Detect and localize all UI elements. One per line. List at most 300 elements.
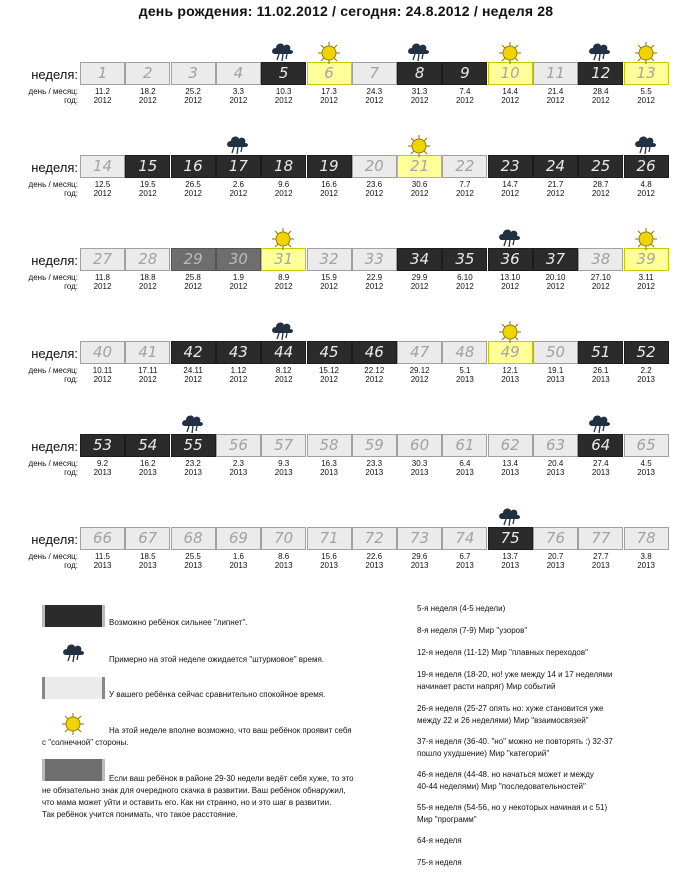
sun-icon	[498, 41, 522, 63]
week-year: 2012	[320, 96, 338, 105]
sun-icon	[498, 320, 522, 342]
week-cell: 2	[125, 62, 170, 85]
week-date: 19.5	[140, 180, 156, 189]
week-cell: 1	[80, 62, 125, 85]
week-cell: 3	[171, 62, 216, 85]
week-year: 2013	[637, 468, 655, 477]
week-date: 7.7	[459, 180, 471, 189]
daymonth-label: день / месяц:	[28, 366, 78, 375]
week-cell: 40	[80, 341, 125, 364]
week-cell: 33	[352, 248, 397, 271]
week-date: 28.4	[593, 87, 609, 96]
week-date: 11.5	[95, 552, 110, 561]
week-date: 14.7	[502, 180, 518, 189]
week-year: 2012	[410, 189, 429, 198]
week-date: 11.8	[95, 273, 110, 282]
week-date: 11.2	[95, 87, 110, 96]
week-cell: 68	[171, 527, 216, 550]
week-year: 2012	[410, 282, 429, 291]
week-year: 2012	[455, 282, 474, 291]
week-year: 2012	[591, 282, 610, 291]
week-cell: 34	[397, 248, 442, 271]
week-date: 1.9	[232, 273, 244, 282]
week-year: 2012	[591, 189, 610, 198]
note-item: 46-я неделя (44-48. но начаться может и между 40-44 неделями) Мир "последовательностей"	[417, 770, 594, 791]
legend-gray-text-1: Если ваш ребёнок в районе 29-30 недели ведёт себя хуже, то это	[109, 774, 354, 783]
week-year: 2012	[184, 189, 202, 198]
week-date: 31.3	[411, 87, 428, 96]
week-date: 16.2	[140, 459, 156, 468]
week-cell: 67	[125, 527, 170, 550]
week-year: 2013	[410, 561, 429, 570]
week-year: 2012	[229, 375, 248, 384]
week-date: 19.1	[547, 366, 564, 375]
note-item: 75-я неделя	[417, 858, 462, 867]
week-cell: 63	[533, 434, 578, 457]
legend-gray-text-4: Так ребёнок учится понимать, что такое расстояние.	[42, 810, 238, 819]
week-year: 2012	[229, 96, 248, 105]
week-cell: 51	[578, 341, 623, 364]
week-date: 25.8	[185, 273, 201, 282]
week-date: 1.12	[230, 366, 247, 375]
week-cell: 49	[488, 341, 533, 364]
week-cell: 12	[578, 62, 623, 85]
week-year: 2013	[455, 375, 474, 384]
week-year: 2012	[274, 375, 293, 384]
week-date: 27.7	[593, 552, 609, 561]
note-item: 64-я неделя	[417, 836, 462, 845]
week-label: неделя:	[31, 532, 78, 547]
week-year: 2013	[501, 468, 520, 477]
week-date: 10.3	[275, 87, 292, 96]
week-year: 2012	[93, 282, 112, 291]
week-year: 2012	[184, 282, 202, 291]
week-year: 2013	[229, 468, 248, 477]
week-year: 2013	[138, 561, 157, 570]
week-cell: 6	[307, 62, 352, 85]
daymonth-label: день / месяц:	[28, 87, 78, 96]
week-date: 30.6	[411, 180, 428, 189]
week-date: 17.3	[321, 87, 337, 96]
week-date: 4.8	[640, 180, 652, 189]
week-date: 22.9	[366, 273, 383, 282]
week-date: 3.11	[638, 273, 654, 282]
week-date: 5.5	[640, 87, 652, 96]
week-year: 2013	[637, 561, 655, 570]
week-cell: 9	[442, 62, 487, 85]
week-date: 14.4	[502, 87, 518, 96]
week-cell: 30	[216, 248, 261, 271]
week-year: 2013	[501, 561, 520, 570]
week-row	[0, 323, 692, 393]
week-cell: 26	[624, 155, 669, 178]
legend-sun-icon	[61, 712, 85, 736]
week-row	[0, 416, 692, 486]
week-date: 23.6	[366, 180, 383, 189]
week-date: 5.1	[459, 366, 471, 375]
week-year: 2013	[229, 561, 248, 570]
week-date: 18.8	[140, 273, 156, 282]
week-date: 7.4	[459, 87, 471, 96]
week-date: 2.6	[232, 180, 244, 189]
week-date: 25.2	[185, 87, 201, 96]
week-cell: 4	[216, 62, 261, 85]
week-cell: 31	[261, 248, 306, 271]
week-cell: 10	[488, 62, 533, 85]
week-cell: 66	[80, 527, 125, 550]
week-cell: 59	[352, 434, 397, 457]
daymonth-label: день / месяц:	[28, 180, 78, 189]
week-year: 2012	[320, 189, 338, 198]
note-item: 5-я неделя (4-5 недели)	[417, 604, 506, 613]
storm-cloud-icon	[271, 41, 295, 63]
page-title: день рождения: 11.02.2012 / сегодня: 24.8.2012 / неделя 28	[138, 3, 554, 19]
week-date: 3.8	[640, 552, 652, 561]
week-cell: 70	[261, 527, 306, 550]
week-date: 15.9	[321, 273, 337, 282]
week-date: 26.5	[185, 180, 201, 189]
week-year: 2012	[501, 96, 520, 105]
week-year: 2013	[274, 468, 293, 477]
week-cell: 28	[125, 248, 170, 271]
week-cell: 44	[261, 341, 306, 364]
week-date: 6.10	[457, 273, 473, 282]
week-year: 2013	[410, 468, 429, 477]
week-cell: 35	[442, 248, 487, 271]
legend-gray-text-3: что мама может уйти и оставить его. Как ни странно, но и это шаг в развитии.	[42, 798, 332, 807]
week-date: 22.6	[366, 552, 383, 561]
week-date: 13.7	[502, 552, 518, 561]
week-date: 8.6	[278, 552, 290, 561]
week-year: 2012	[93, 189, 112, 198]
year-label: год:	[64, 96, 78, 105]
week-year: 2012	[546, 96, 565, 105]
week-cell: 58	[307, 434, 352, 457]
year-label: год:	[64, 282, 78, 291]
week-year: 2012	[410, 375, 429, 384]
week-cell: 76	[533, 527, 578, 550]
week-cell: 5	[261, 62, 306, 85]
storm-cloud-icon	[588, 41, 612, 63]
week-year: 2013	[138, 468, 157, 477]
week-year: 2012	[637, 282, 655, 291]
week-date: 30.3	[411, 459, 428, 468]
week-year: 2012	[365, 282, 384, 291]
week-year: 2013	[93, 468, 112, 477]
note-item: 12-я неделя (11-12) Мир "плавных переходов"	[417, 648, 588, 657]
week-year: 2012	[320, 282, 338, 291]
week-date: 9.3	[278, 459, 290, 468]
week-cell: 20	[352, 155, 397, 178]
week-year: 2012	[410, 96, 429, 105]
week-date: 16.3	[321, 459, 337, 468]
week-cell: 65	[624, 434, 669, 457]
week-cell: 19	[307, 155, 352, 178]
storm-cloud-icon	[181, 413, 205, 435]
sun-icon	[317, 41, 341, 63]
legend-sun-text-2: с "солнечной" стороны.	[42, 738, 129, 747]
week-cell: 11	[533, 62, 578, 85]
week-year: 2012	[138, 375, 157, 384]
week-cell: 37	[533, 248, 578, 271]
week-year: 2012	[501, 189, 520, 198]
week-label: неделя:	[31, 67, 78, 82]
week-date: 6.7	[459, 552, 471, 561]
storm-cloud-icon	[588, 413, 612, 435]
week-date: 12.1	[502, 366, 518, 375]
week-cell: 69	[216, 527, 261, 550]
week-year: 2012	[274, 96, 293, 105]
week-cell: 8	[397, 62, 442, 85]
week-year: 2013	[93, 561, 112, 570]
week-cell: 53	[80, 434, 125, 457]
week-cell: 21	[397, 155, 442, 178]
week-date: 26.1	[593, 366, 609, 375]
week-date: 3.3	[232, 87, 244, 96]
week-date: 13.10	[500, 273, 521, 282]
week-year: 2013	[546, 468, 565, 477]
week-cell: 55	[171, 434, 216, 457]
week-cell: 72	[352, 527, 397, 550]
storm-cloud-icon	[498, 506, 522, 528]
week-cell: 77	[578, 527, 623, 550]
week-label: неделя:	[31, 160, 78, 175]
week-date: 17.11	[138, 366, 158, 375]
week-cell: 62	[488, 434, 533, 457]
week-cell: 48	[442, 341, 487, 364]
week-row	[0, 230, 692, 300]
week-year: 2012	[591, 96, 610, 105]
week-date: 20.7	[547, 552, 564, 561]
week-cell: 73	[397, 527, 442, 550]
legend-light-swatch	[42, 677, 105, 699]
week-cell: 52	[624, 341, 669, 364]
week-cell: 57	[261, 434, 306, 457]
week-cell: 29	[171, 248, 216, 271]
week-cell: 25	[578, 155, 623, 178]
week-cell: 50	[533, 341, 578, 364]
week-year: 2013	[501, 375, 520, 384]
week-date: 21.7	[547, 180, 564, 189]
week-year: 2013	[591, 375, 610, 384]
year-label: год:	[64, 561, 78, 570]
week-cell: 43	[216, 341, 261, 364]
week-date: 20.10	[545, 273, 566, 282]
week-date: 29.12	[409, 366, 430, 375]
daymonth-label: день / месяц:	[28, 552, 78, 561]
week-year: 2013	[184, 468, 202, 477]
week-year: 2012	[184, 375, 202, 384]
week-date: 24.3	[366, 87, 383, 96]
week-year: 2012	[320, 375, 338, 384]
legend-gray-swatch	[42, 759, 105, 781]
week-row	[0, 137, 692, 207]
week-cell: 27	[80, 248, 125, 271]
week-cell: 75	[488, 527, 533, 550]
week-cell: 18	[261, 155, 306, 178]
week-date: 9.6	[278, 180, 290, 189]
note-item: 55-я неделя (54-56, но у некоторых начиная и с 51) Мир "программ"	[417, 803, 608, 824]
daymonth-label: день / месяц:	[28, 459, 78, 468]
week-date: 21.4	[547, 87, 564, 96]
sun-icon	[407, 134, 431, 156]
week-cell: 16	[171, 155, 216, 178]
week-label: неделя:	[31, 253, 78, 268]
year-label: год:	[64, 375, 78, 384]
week-year: 2012	[274, 282, 293, 291]
note-item: 26-я неделя (25-27 опять но: хуже становится уже между 22 и 26 неделями) Мир "взаимосвязей"	[417, 704, 604, 725]
week-cell: 36	[488, 248, 533, 271]
week-date: 1.6	[232, 552, 244, 561]
week-cell: 54	[125, 434, 170, 457]
week-year: 2012	[138, 96, 157, 105]
week-cell: 41	[125, 341, 170, 364]
week-year: 2012	[93, 375, 112, 384]
week-date: 13.4	[502, 459, 518, 468]
legend-sun-text-1: На этой неделе вполне возможно, что ваш ребёнок проявит себя	[109, 726, 352, 735]
week-year: 2013	[365, 468, 384, 477]
week-year: 2013	[320, 468, 338, 477]
legend-storm-icon	[62, 640, 86, 664]
week-date: 28.7	[593, 180, 609, 189]
year-label: год:	[64, 189, 78, 198]
week-date: 29.9	[411, 273, 428, 282]
week-date: 20.4	[547, 459, 564, 468]
week-year: 2013	[365, 561, 384, 570]
legend-light-text: У вашего ребёнка сейчас сравнительно спокойное время.	[109, 690, 326, 699]
year-label: год:	[64, 468, 78, 477]
storm-cloud-icon	[271, 320, 295, 342]
week-date: 27.10	[590, 273, 611, 282]
week-cell: 74	[442, 527, 487, 550]
sun-icon	[271, 227, 295, 249]
sun-icon	[634, 41, 658, 63]
legend-gray-text-2: не обязательно знак для очередного скачка в развитии. Ваш ребёнок обнаружил,	[42, 786, 346, 795]
week-cell: 14	[80, 155, 125, 178]
week-year: 2013	[184, 561, 202, 570]
week-year: 2013	[455, 561, 474, 570]
legend-dark-text: Возможно ребёнок сильнее "липнет".	[109, 618, 248, 627]
week-year: 2012	[501, 282, 520, 291]
week-cell: 71	[307, 527, 352, 550]
week-cell: 46	[352, 341, 397, 364]
week-year: 2012	[274, 189, 293, 198]
week-year: 2013	[274, 561, 293, 570]
week-date: 2.3	[232, 459, 244, 468]
week-date: 16.6	[321, 180, 337, 189]
week-year: 2013	[546, 561, 565, 570]
week-date: 18.2	[140, 87, 156, 96]
week-date: 23.2	[185, 459, 201, 468]
week-year: 2012	[365, 96, 384, 105]
week-date: 8.9	[278, 273, 290, 282]
storm-cloud-icon	[226, 134, 250, 156]
week-label: неделя:	[31, 346, 78, 361]
week-cell: 42	[171, 341, 216, 364]
week-year: 2012	[229, 282, 248, 291]
week-date: 15.6	[321, 552, 337, 561]
week-cell: 7	[352, 62, 397, 85]
week-year: 2013	[320, 561, 338, 570]
week-year: 2012	[138, 189, 157, 198]
week-year: 2012	[455, 96, 474, 105]
week-date: 8.12	[275, 366, 292, 375]
week-date: 9.2	[96, 459, 109, 468]
week-cell: 56	[216, 434, 261, 457]
week-year: 2012	[455, 189, 474, 198]
week-year: 2012	[365, 375, 384, 384]
week-year: 2012	[365, 189, 384, 198]
legend-dark-swatch	[42, 605, 105, 627]
sun-icon	[634, 227, 658, 249]
week-date: 27.4	[593, 459, 609, 468]
week-date: 29.6	[411, 552, 428, 561]
week-date: 4.5	[640, 459, 652, 468]
week-cell: 64	[578, 434, 623, 457]
week-cell: 47	[397, 341, 442, 364]
week-date: 25.5	[185, 552, 201, 561]
week-cell: 61	[442, 434, 487, 457]
storm-cloud-icon	[498, 227, 522, 249]
week-cell: 38	[578, 248, 623, 271]
week-date: 24.11	[183, 366, 203, 375]
week-date: 12.5	[94, 180, 111, 189]
week-cell: 78	[624, 527, 669, 550]
week-cell: 17	[216, 155, 261, 178]
week-year: 2012	[184, 96, 202, 105]
week-date: 18.5	[140, 552, 156, 561]
week-year: 2012	[229, 189, 248, 198]
note-item: 37-я неделя (36-40. "но" можно не повторять :) 32-37 пошло ухудшение) Мир "категорий"	[417, 737, 613, 758]
week-year: 2012	[546, 189, 565, 198]
week-cell: 23	[488, 155, 533, 178]
week-cell: 39	[624, 248, 669, 271]
week-year: 2013	[637, 375, 655, 384]
week-year: 2013	[546, 375, 565, 384]
week-year: 2013	[591, 561, 610, 570]
week-year: 2012	[637, 96, 655, 105]
week-cell: 45	[307, 341, 352, 364]
storm-cloud-icon	[407, 41, 431, 63]
week-year: 2012	[546, 282, 565, 291]
week-date: 6.4	[459, 459, 471, 468]
week-row	[0, 44, 692, 114]
week-year: 2012	[93, 96, 112, 105]
week-cell: 32	[307, 248, 352, 271]
week-year: 2012	[637, 189, 655, 198]
week-cell: 15	[125, 155, 170, 178]
week-year: 2013	[455, 468, 474, 477]
daymonth-label: день / месяц:	[28, 273, 78, 282]
week-cell: 60	[397, 434, 442, 457]
storm-cloud-icon	[634, 134, 658, 156]
note-item: 19-я неделя (18-20, но! уже между 14 и 17 неделями начинает расти напряг) Мир событий	[417, 670, 613, 691]
week-cell: 22	[442, 155, 487, 178]
week-year: 2012	[138, 282, 157, 291]
legend-storm-text: Примерно на этой неделе ожидается "штурмовое" время.	[109, 655, 325, 664]
week-year: 2013	[591, 468, 610, 477]
week-cell: 24	[533, 155, 578, 178]
week-date: 22.12	[364, 366, 385, 375]
week-date: 15.12	[318, 366, 340, 375]
note-item: 8-я неделя (7-9) Мир "узоров"	[417, 626, 528, 635]
week-label: неделя:	[31, 439, 78, 454]
week-date: 2.2	[640, 366, 652, 375]
week-date: 23.3	[366, 459, 383, 468]
week-date: 10.11	[92, 366, 113, 375]
week-row	[0, 509, 692, 579]
week-cell: 13	[624, 62, 669, 85]
